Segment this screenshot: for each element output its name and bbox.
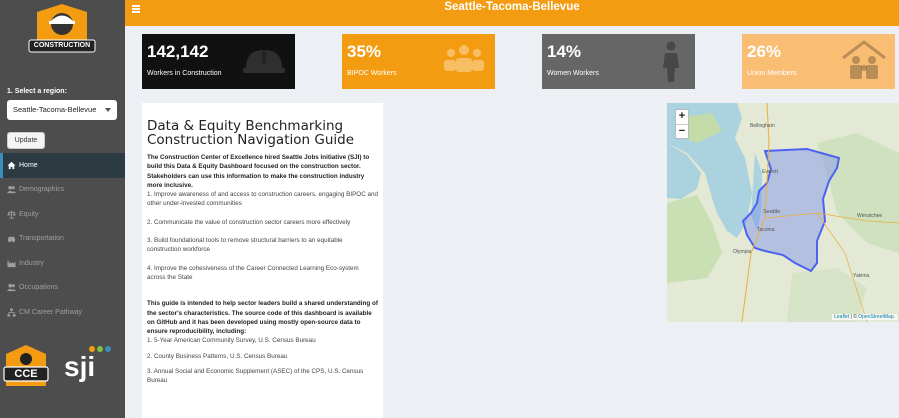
sidebar-item-label: Transportation	[19, 235, 64, 243]
value-box-label: BIPOC Workers	[347, 70, 397, 77]
openstreetmap-link[interactable]: OpenStreetMap	[858, 314, 894, 320]
value-box-number: 14%	[547, 42, 582, 61]
region-select-value: Seattle-Tacoma-Bellevue	[13, 105, 97, 114]
guide-purpose: This guide is intended to help sector leaders build a shared understanding of the sector's characteristics. The source code of this dashboard is available on GitHub and it has been developed using mostly open-source data to ensure reproducibility, including:	[147, 300, 378, 336]
sji-logo-text: sji	[64, 351, 96, 382]
zoom-control	[675, 109, 689, 139]
sidebar-item-equity[interactable]	[0, 202, 125, 227]
top-header	[125, 0, 899, 26]
city-label: Yakima	[853, 273, 870, 279]
map-attribution: Leaflet | © OpenStreetMap.	[834, 314, 895, 320]
value-box-number: 142,142	[147, 42, 209, 61]
value-box-bipoc	[342, 34, 495, 89]
guide-source: 1. 5-Year American Community Survey, U.S. Census Bureau	[147, 337, 316, 345]
users-icon	[7, 185, 16, 194]
sidebar	[0, 0, 125, 418]
value-box-label: Women Workers	[547, 70, 599, 77]
value-box-workers	[142, 34, 295, 89]
guide-source: 3. Annual Social and Economic Supplement (ASEC) of the CPS, U.S. Census Bureau	[147, 368, 364, 385]
sidebar-item-occupations[interactable]	[0, 276, 125, 301]
city-label: Olympia	[733, 249, 752, 255]
partner-logos	[0, 340, 125, 400]
zoom-in-button[interactable]: +	[678, 110, 686, 122]
value-box-number: 26%	[747, 42, 782, 61]
value-box-women	[542, 34, 695, 89]
city-label: Seattle	[763, 209, 781, 215]
sidebar-item-label: CM Career Pathway	[19, 308, 83, 316]
people-group-icon	[441, 40, 487, 82]
sidebar-item-label: Equity	[19, 210, 39, 218]
hard-hat-icon	[241, 40, 287, 82]
sidebar-item-demographics[interactable]	[0, 178, 125, 203]
cce-logo-text: CCE	[14, 368, 38, 380]
value-box-label: Workers in Construction	[147, 70, 222, 77]
sitemap-icon	[7, 308, 16, 317]
guide-goal: 2. Communicate the value of construction sector careers more effectively	[147, 218, 351, 226]
sidebar-item-home[interactable]	[0, 153, 125, 178]
update-button[interactable]: Update	[7, 132, 45, 149]
sidebar-item-label: Demographics	[19, 186, 65, 194]
balance-scale-icon	[7, 210, 16, 219]
house-family-icon	[841, 40, 887, 82]
guide-goal: 3. Build foundational tools to remove structural barriers to an equitable construction workforce	[147, 237, 343, 254]
sidebar-item-cm-career-pathway[interactable]	[0, 300, 125, 325]
region-map[interactable]	[667, 103, 899, 322]
caret-down-icon	[105, 108, 111, 112]
value-box-number: 35%	[347, 42, 382, 61]
zoom-out-button[interactable]: −	[676, 124, 688, 138]
sidebar-item-label: Industry	[19, 259, 44, 267]
home-icon	[7, 161, 16, 170]
value-box-label: Union Members	[747, 70, 797, 77]
value-box-union	[742, 34, 895, 89]
guide-goal: 4. Improve the cohesiveness of the Career Connected Learning Eco-system across the State	[147, 264, 359, 281]
city-label: Tacoma	[757, 227, 775, 233]
city-label: Everett	[762, 169, 778, 175]
region-select[interactable]	[7, 100, 117, 120]
guide-title: Data & Equity Benchmarking Construction Navigation Guide	[147, 118, 354, 148]
sidebar-item-label: Home	[19, 161, 38, 169]
construction-logo	[27, 4, 97, 60]
sidebar-item-transportation[interactable]	[0, 227, 125, 252]
guide-intro: The Construction Center of Excellence hired Seattle Jobs Initiative (SJI) to build this Data & Equity Dashboard focused on the construction sector. Stakeholders can use this information to make the construction industry more inclusive.	[147, 154, 370, 189]
sidebar-item-industry[interactable]	[0, 251, 125, 276]
city-label: Bellingham	[750, 123, 775, 129]
guide-source: 2. County Business Patterns, U.S. Census Bureau	[147, 352, 288, 360]
users-icon	[7, 283, 16, 292]
sidebar-item-label: Occupations	[19, 284, 58, 292]
page-title: Seattle-Tacoma-Bellevue	[444, 1, 580, 13]
guide-card	[142, 103, 383, 418]
car-icon	[7, 234, 16, 243]
guide-goal: 1. Improve awareness of and access to construction careers, engaging BIPOC and other under-invested communities	[147, 191, 379, 208]
leaflet-link[interactable]: Leaflet	[834, 314, 850, 320]
woman-icon	[641, 40, 687, 82]
city-label: Wenatchee	[857, 213, 883, 219]
sidebar-menu	[0, 153, 125, 325]
logo-text: CONSTRUCTION	[33, 42, 91, 49]
region-label: 1. Select a region:	[7, 88, 67, 95]
industry-icon	[7, 259, 16, 268]
